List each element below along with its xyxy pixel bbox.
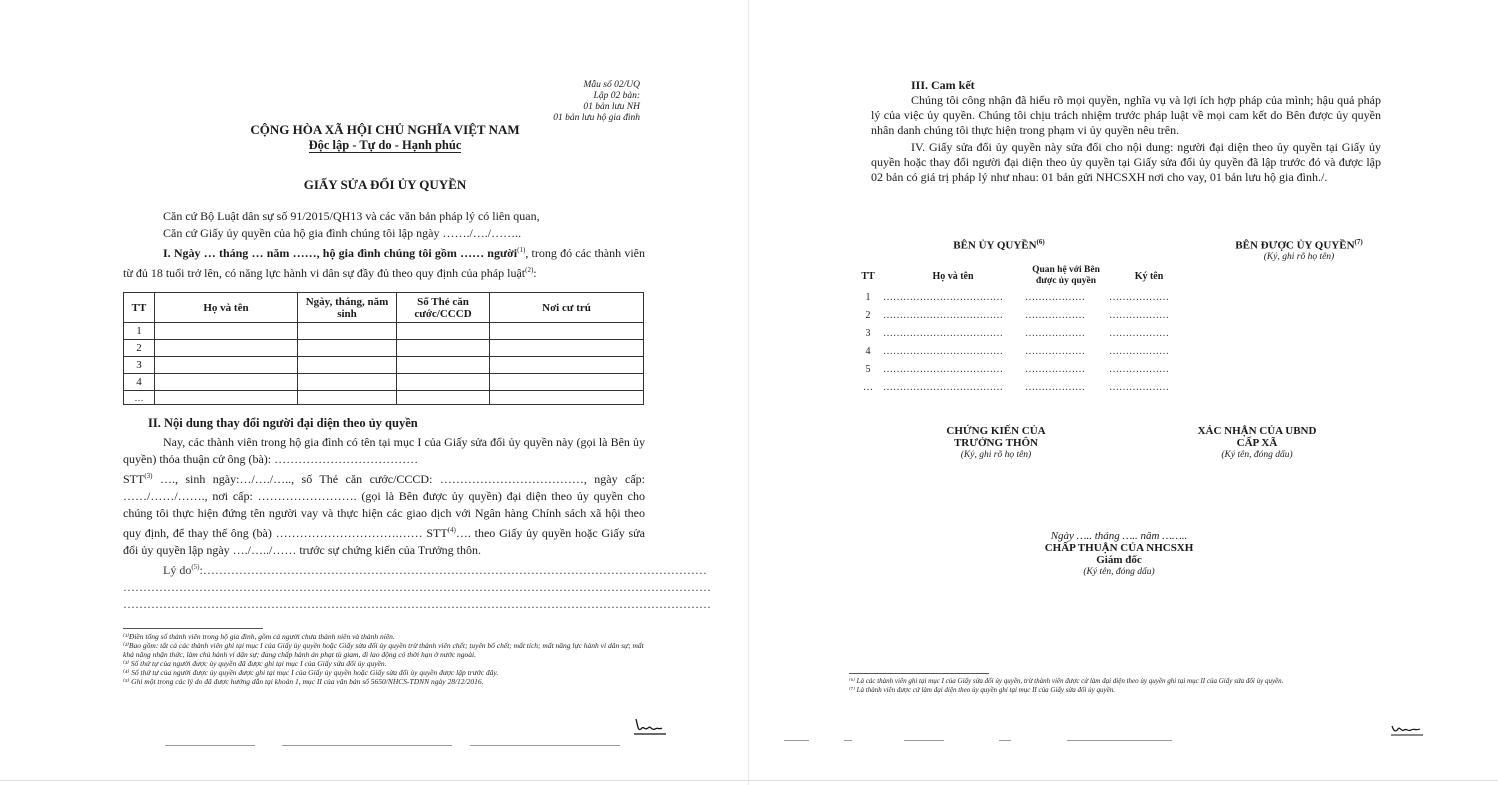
footnote-divider [123, 628, 263, 629]
footnote-6: ⁽⁶⁾ Là các thành viên ghi tại mục I của Giấy sửa đổi ủy quyền, trừ thành viên được cử làm đại diện theo ủy quyền ghi tại mục II của Giấy sửa đổi ủy quyền. [849, 677, 1284, 685]
id-cell[interactable] [397, 374, 490, 391]
scan-edge [282, 745, 452, 746]
name-dots[interactable]: ……………………………… [883, 291, 1003, 303]
id-cell[interactable] [397, 323, 490, 340]
section-2-p2b: …., sinh ngày:…/…./….., số Thẻ căn cước/CCCD: ………………………………, ngày cấp: ……/……/……., nơi cấp: ……………………. (gọi là Bên được ủy quyền) đại diện theo ủy quyền cho chúng tôi thực hiện đứng tên người vay và thực hiện các giao dịch với Ngân hàng Chính sách xã hội theo quy định, để thay thế ông (bà) ………………………….…… STT [123, 472, 645, 540]
row-number: … [124, 391, 155, 405]
scan-edge [999, 740, 1011, 741]
grantor-title [919, 238, 1079, 252]
name-dots[interactable]: ……………………………… [883, 381, 1003, 393]
sign-row [854, 342, 1190, 360]
scan-edge [844, 740, 852, 741]
residence-cell[interactable] [490, 357, 644, 374]
witness-note: (Ký, ghi rõ họ tên) [960, 450, 1032, 460]
form-number: Mẫu số 02/UQ [583, 80, 640, 90]
sign-row [854, 378, 1190, 396]
relation-dots[interactable]: ……………… [1025, 291, 1085, 303]
sign-row [854, 306, 1190, 324]
signature-dots[interactable]: ……………… [1109, 363, 1169, 375]
scan-edge [904, 740, 944, 741]
commune-confirm-block [1187, 425, 1327, 461]
grantor-sign-table [854, 264, 1190, 396]
grantor-title-text: BÊN ỦY QUYỀN [953, 239, 1037, 252]
basis-block [123, 208, 645, 282]
sup-4: (4) [447, 526, 456, 534]
row-number: 2 [124, 340, 155, 357]
republic-heading: CỘNG HÒA XÃ HỘI CHỦ NGHĨA VIỆT NAM [250, 122, 520, 137]
section-1-text [123, 242, 645, 282]
reason-extra-line-2: ………………………………………………………………………………………………………………………………… [123, 597, 711, 611]
relation-dots[interactable]: ……………… [1025, 345, 1085, 357]
table-row [124, 391, 644, 405]
footnote-divider [849, 673, 989, 674]
sign-row [854, 288, 1190, 306]
name-dots[interactable]: ……………………………… [883, 309, 1003, 321]
witness-block [921, 425, 1071, 461]
relation-dots[interactable]: ……………… [1025, 327, 1085, 339]
sign-table-header [854, 264, 1190, 288]
section-3-text: Chúng tôi công nhận đã hiểu rõ mọi quyền, nghĩa vụ và lợi ích hợp pháp của mình; hậu quả pháp lý của việc ủy quyền. Chúng tôi chịu trách nhiệm trước pháp luật về mọi cam kết do Bên được ủy quyền nhân danh chúng tôi thực hiện trong phạm vi ủy quyền nêu trên. [871, 93, 1381, 137]
name-cell[interactable] [155, 340, 298, 357]
scan-edge [1067, 740, 1172, 741]
sign-row-number: 4 [865, 345, 871, 357]
footnote-7: ⁽⁷⁾ Là thành viên được cử làm đại diện theo ủy quyền ghi tại mục II của Giấy sửa đổi ủy quyền. [849, 685, 1116, 694]
row-number: 3 [124, 357, 155, 374]
scan-edge [165, 745, 255, 746]
table-row [124, 357, 644, 374]
col-residence: Nơi cư trú [490, 293, 644, 323]
reason-label: Lý do [163, 563, 192, 577]
signature-dots[interactable]: ……………… [1109, 309, 1169, 321]
scan-edge [0, 780, 748, 781]
sup-2: (2) [525, 266, 534, 274]
section-4-text: IV. Giấy sửa đổi ủy quyền này sửa đổi cho nội dung: người đại diện theo ủy quyền tại Giấy ủy quyền hoặc thay đổi người đại diện theo ủy quyền tại Giấy sửa đổi ủy quyền đã lập trước đó và được lập 02 bản có giá trị pháp lý như nhau: 01 bản gửi NHCSXH nơi cho vay, 01 bản lưu hộ gia đình./. [871, 140, 1381, 184]
motto-text: Độc lập - Tự do - Hạnh phúc [308, 138, 462, 152]
name-dots[interactable]: ……………………………… [883, 345, 1003, 357]
grantee-title-text: BÊN ĐƯỢC ỦY QUYỀN [1235, 239, 1355, 252]
copy-count: Lập 02 bản: [593, 91, 640, 101]
director-title: Giám đốc [1096, 554, 1142, 566]
section-2-p2c: …. theo Giấy ủy quyền hoặc Giấy sửa đổi ủy quyền lập ngày …./…../…… trước sự chứng kiến của Trưởng thôn. [123, 526, 645, 557]
row-number: 1 [124, 323, 155, 340]
director-note: (Ký tên, đóng dấu) [1083, 567, 1155, 577]
form-meta [420, 80, 640, 124]
row-number: 4 [124, 374, 155, 391]
name-cell[interactable] [155, 323, 298, 340]
sign-row-number: 3 [865, 327, 871, 339]
commune-confirm-title: XÁC NHẬN CỦA UBND CẤP XÃ [1197, 425, 1317, 449]
sign-row-number: 2 [865, 309, 871, 321]
bank-approval-block [989, 530, 1249, 578]
initials-mark [632, 715, 668, 737]
sign-row [854, 360, 1190, 378]
basis-1: Căn cứ Bộ Luật dân sự số 91/2015/QH13 và các văn bản pháp lý có liên quan, [163, 209, 540, 223]
section-1-a: I. Ngày … tháng … năm ……, hộ gia đình chúng tôi gồm …… người [163, 246, 518, 260]
id-cell[interactable] [397, 391, 490, 405]
dob-cell[interactable] [298, 323, 397, 340]
scan-edge [749, 780, 1498, 781]
section-2-p1: Nay, các thành viên trong hộ gia đình có tên tại mục I của Giấy sửa đổi ủy quyền này (gọi là Bên ủy quyền) thỏa thuận cử ông (bà): ……………………………… [123, 435, 645, 466]
sign-row-number: 1 [865, 291, 871, 303]
motto [150, 138, 620, 153]
approval-date: Ngày ….. tháng ….. năm …….. [1050, 530, 1188, 542]
members-table [123, 292, 644, 405]
sign-col-signature: Ký tên [1134, 270, 1164, 282]
table-row [124, 374, 644, 391]
section-1-c: : [533, 266, 537, 280]
id-cell[interactable] [397, 340, 490, 357]
signature-dots[interactable]: ……………… [1109, 381, 1169, 393]
relation-dots[interactable]: ……………… [1025, 309, 1085, 321]
footnote-2: ⁽²⁾Bao gồm: tất cả các thành viên ghi tại mục I của Giấy ủy quyền hoặc Giấy sửa đổi ủy quyền trừ thành viên chết; tuyên bố chết; mất tích; mất năng lực hành vi dân sự; mất khả năng nhận thức, làm chủ hành vi dân sự; đang chấp hành án phạt tù giam, đi lao động có thời hạn ở nước ngoài. [123, 641, 644, 659]
sup-1: (1) [517, 246, 526, 254]
footnote-1: ⁽¹⁾Điền tổng số thành viên trong hộ gia đình, gồm cả người chưa thành niên và thành niên. [123, 632, 395, 641]
name-cell[interactable] [155, 357, 298, 374]
sup-5: (5) [191, 563, 200, 571]
sup-7: (7) [1354, 238, 1363, 246]
name-dots[interactable]: ……………………………… [883, 327, 1003, 339]
basis-2: Căn cứ Giấy ủy quyền của hộ gia đình chúng tôi lập ngày ……./…./…….. [163, 226, 522, 240]
witness-title: CHỨNG KIẾN CỦA TRƯỞNG THÔN [946, 425, 1046, 449]
reason-line [123, 559, 707, 579]
sign-col-name: Họ và tên [932, 270, 974, 282]
sup-3: (3) [144, 472, 153, 480]
sign-col-tt: TT [861, 270, 875, 282]
copy-bank: 01 bản lưu NH [583, 102, 640, 112]
sign-row-number: … [863, 381, 873, 393]
footnote-3: ⁽³⁾ Số thứ tự của người được ủy quyền đã được ghi tại mục I của Giấy sửa đổi ủy quyền. [123, 659, 387, 668]
scan-edge [784, 740, 809, 741]
footnote-5: ⁽⁵⁾ Ghi một trong các lý do đã được hướng dẫn tại khoản 1, mục II của văn bản số 5650/NHCS-TDNN ngày 28/12/2016. [123, 677, 484, 686]
table-row [124, 323, 644, 340]
col-tt: TT [124, 293, 155, 323]
footnotes-left [123, 632, 645, 686]
reason-dots: :……………………………………………………………………………………………………………… [199, 563, 707, 577]
col-name: Họ và tên [155, 293, 298, 323]
section-2-body [123, 434, 711, 613]
residence-cell[interactable] [490, 374, 644, 391]
sign-row [854, 324, 1190, 342]
page-left [0, 0, 748, 785]
document-title: GIẤY SỬA ĐỔI ỦY QUYỀN [303, 177, 467, 192]
stt-label: STT [123, 472, 145, 486]
section-2-p2 [123, 468, 645, 559]
grantee-block [1189, 238, 1409, 262]
grantee-title [1189, 238, 1409, 252]
residence-cell[interactable] [490, 323, 644, 340]
grantee-note: (Ký, ghi rõ họ tên) [1263, 251, 1335, 262]
approval-title: CHẤP THUẬN CỦA NHCSXH [1044, 542, 1194, 554]
initials-mark [1389, 720, 1425, 738]
signature-dots[interactable]: ……………… [1109, 345, 1169, 357]
sup-6: (6) [1036, 238, 1045, 246]
id-cell[interactable] [397, 357, 490, 374]
col-dob: Ngày, tháng, năm sinh [298, 293, 397, 323]
residence-cell[interactable] [490, 340, 644, 357]
signature-dots[interactable]: ……………… [1109, 291, 1169, 303]
scan-edge [470, 745, 620, 746]
sign-col-relation: Quan hệ với Bên được ủy quyền [1032, 265, 1100, 286]
reason-extra-line-1: ………………………………………………………………………………………………………………………………… [123, 580, 711, 594]
section-3 [871, 78, 1381, 185]
members-table-header [124, 293, 644, 323]
residence-cell[interactable] [490, 391, 644, 405]
name-dots[interactable]: ……………………………… [883, 363, 1003, 375]
name-cell[interactable] [155, 391, 298, 405]
commune-confirm-note: (Ký tên, đóng dấu) [1221, 450, 1293, 460]
name-cell[interactable] [155, 374, 298, 391]
dob-cell[interactable] [298, 391, 397, 405]
signature-dots[interactable]: ……………… [1109, 327, 1169, 339]
relation-dots[interactable]: ……………… [1025, 363, 1085, 375]
dob-cell[interactable] [298, 357, 397, 374]
table-row [124, 340, 644, 357]
page-right [748, 0, 1498, 785]
section-1-b: , trong đó các thành viên từ đủ 18 tuổi trở lên, có năng lực hành vi dân sự đầy đủ theo quy định của pháp luật [123, 246, 645, 280]
footnotes-right [849, 677, 1389, 694]
col-id: Số Thẻ căn cước/CCCD [397, 293, 490, 323]
footnote-4: ⁽⁴⁾ Số thứ tự của người được ủy quyền được ghi tại mục I của Giấy ủy quyền hoặc Giấy sửa đổi ủy quyền được lập trước đây. [123, 668, 499, 677]
copy-household: 01 bản lưu hộ gia đình [553, 113, 640, 123]
relation-dots[interactable]: ……………… [1025, 381, 1085, 393]
section-3-title: III. Cam kết [911, 78, 975, 92]
sign-row-number: 5 [865, 363, 871, 375]
dob-cell[interactable] [298, 374, 397, 391]
section-2-title: II. Nội dung thay đổi người đại diện theo ủy quyền [148, 416, 418, 430]
dob-cell[interactable] [298, 340, 397, 357]
